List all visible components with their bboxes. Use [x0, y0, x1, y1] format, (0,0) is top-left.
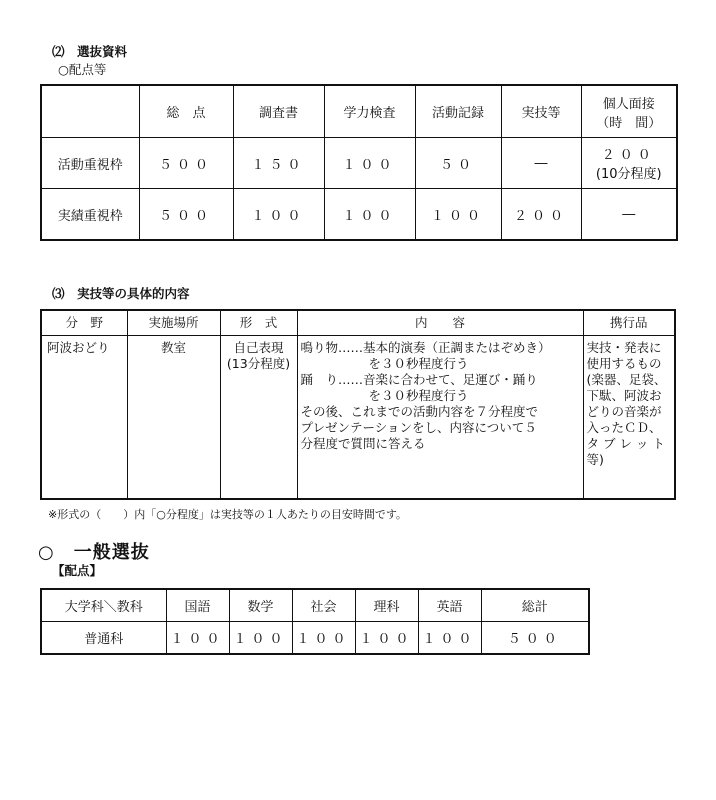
items-line: 等)	[586, 452, 604, 467]
header-items: 携行品	[583, 310, 675, 336]
header-practical: 実技等	[501, 85, 581, 138]
content-line: 分程度で質問に答える	[300, 436, 426, 451]
cell-japanese: １００	[166, 622, 229, 655]
cell-total: ５００	[139, 189, 233, 241]
table-header-row	[41, 310, 675, 336]
header-blank-cell	[41, 85, 139, 138]
table-row	[41, 189, 677, 241]
items-line: 実技・発表に	[586, 340, 662, 355]
section2-title: ⑵ 選抜資料	[52, 44, 128, 59]
cell-interview-time: (10分程度)	[595, 167, 662, 182]
cell-practical: ―	[501, 138, 581, 189]
header-format: 形 式	[220, 310, 297, 336]
practical-content-table	[40, 309, 676, 500]
cell-content	[297, 336, 583, 500]
items-line: 下駄、阿波お	[586, 388, 662, 403]
cell-field: 阿波おどり	[41, 336, 127, 500]
cell-exam: １００	[324, 138, 415, 189]
cell-format	[220, 336, 297, 500]
cell-english: １００	[418, 622, 481, 655]
cell-activity-record: １００	[415, 189, 501, 241]
header-interview-time: （時 間）	[596, 115, 662, 131]
format-time: (13分程度)	[226, 356, 291, 371]
row-label: 実績重視枠	[41, 189, 139, 241]
header-total: 総 点	[139, 85, 233, 138]
selection-materials-table	[40, 84, 678, 241]
table-row	[41, 336, 675, 500]
format-note: ※形式の（ ）内「○分程度」は実技等の１人あたりの目安時間です。	[48, 508, 407, 521]
format-label: 自己表現	[233, 340, 284, 355]
header-activity-record: 活動記録	[415, 85, 501, 138]
items-line: 入ったＣＤ、	[586, 420, 662, 435]
cell-place: 教室	[127, 336, 220, 500]
cell-total: ５００	[139, 138, 233, 189]
row-label: 活動重視枠	[41, 138, 139, 189]
header-interview	[581, 85, 677, 138]
cell-report: １５０	[233, 138, 324, 189]
cell-interview-score: ２００	[601, 148, 656, 163]
cell-math: １００	[229, 622, 292, 655]
content-line: 鳴り物……基本的演奏（正調またはぞめき）	[300, 340, 551, 355]
content-line: を３０秒程度行う	[368, 356, 469, 371]
header-japanese: 国語	[166, 589, 229, 622]
general-subtitle: 【配点】	[52, 563, 103, 578]
header-exam: 学力検査	[324, 85, 415, 138]
header-field: 分 野	[41, 310, 127, 336]
items-line: タ ブ レ ッ ト	[586, 436, 665, 451]
cell-social: １００	[292, 622, 355, 655]
header-report: 調査書	[233, 85, 324, 138]
content-line: プレゼンテーションをし、内容について５	[300, 420, 537, 435]
header-math: 数学	[229, 589, 292, 622]
section2-subtitle: ○配点等	[58, 62, 107, 77]
cell-practical: ２００	[501, 189, 581, 241]
header-social: 社会	[292, 589, 355, 622]
header-total: 総計	[481, 589, 589, 622]
header-department: 大学科＼教科	[41, 589, 166, 622]
section3-title: ⑶ 実技等の具体的内容	[52, 286, 190, 301]
header-interview-label: 個人面接	[602, 96, 655, 112]
items-line: 使用するもの	[586, 356, 662, 371]
cell-items	[583, 336, 675, 500]
cell-interview	[581, 138, 677, 189]
cell-report: １００	[233, 189, 324, 241]
general-selection-title: ○ 一般選抜	[38, 542, 150, 563]
row-label: 普通科	[41, 622, 166, 655]
cell-total: ５００	[481, 622, 589, 655]
content-line: を３０秒程度行う	[368, 388, 469, 403]
items-line: どりの音楽が	[586, 404, 662, 419]
table-header-row	[41, 85, 677, 138]
items-line: (楽器、足袋、	[586, 372, 667, 387]
header-science: 理科	[355, 589, 418, 622]
header-content: 内 容	[297, 310, 583, 336]
header-place: 実施場所	[127, 310, 220, 336]
general-score-table	[40, 588, 590, 655]
cell-science: １００	[355, 622, 418, 655]
content-line: 踊 り……音楽に合わせて、足運び・踊り	[300, 372, 538, 387]
cell-exam: １００	[324, 189, 415, 241]
header-english: 英語	[418, 589, 481, 622]
table-row	[41, 622, 589, 655]
cell-activity-record: ５０	[415, 138, 501, 189]
cell-interview: ―	[581, 189, 677, 241]
table-header-row	[41, 589, 589, 622]
content-line: その後、これまでの活動内容を７分程度で	[300, 404, 539, 419]
table-row	[41, 138, 677, 189]
